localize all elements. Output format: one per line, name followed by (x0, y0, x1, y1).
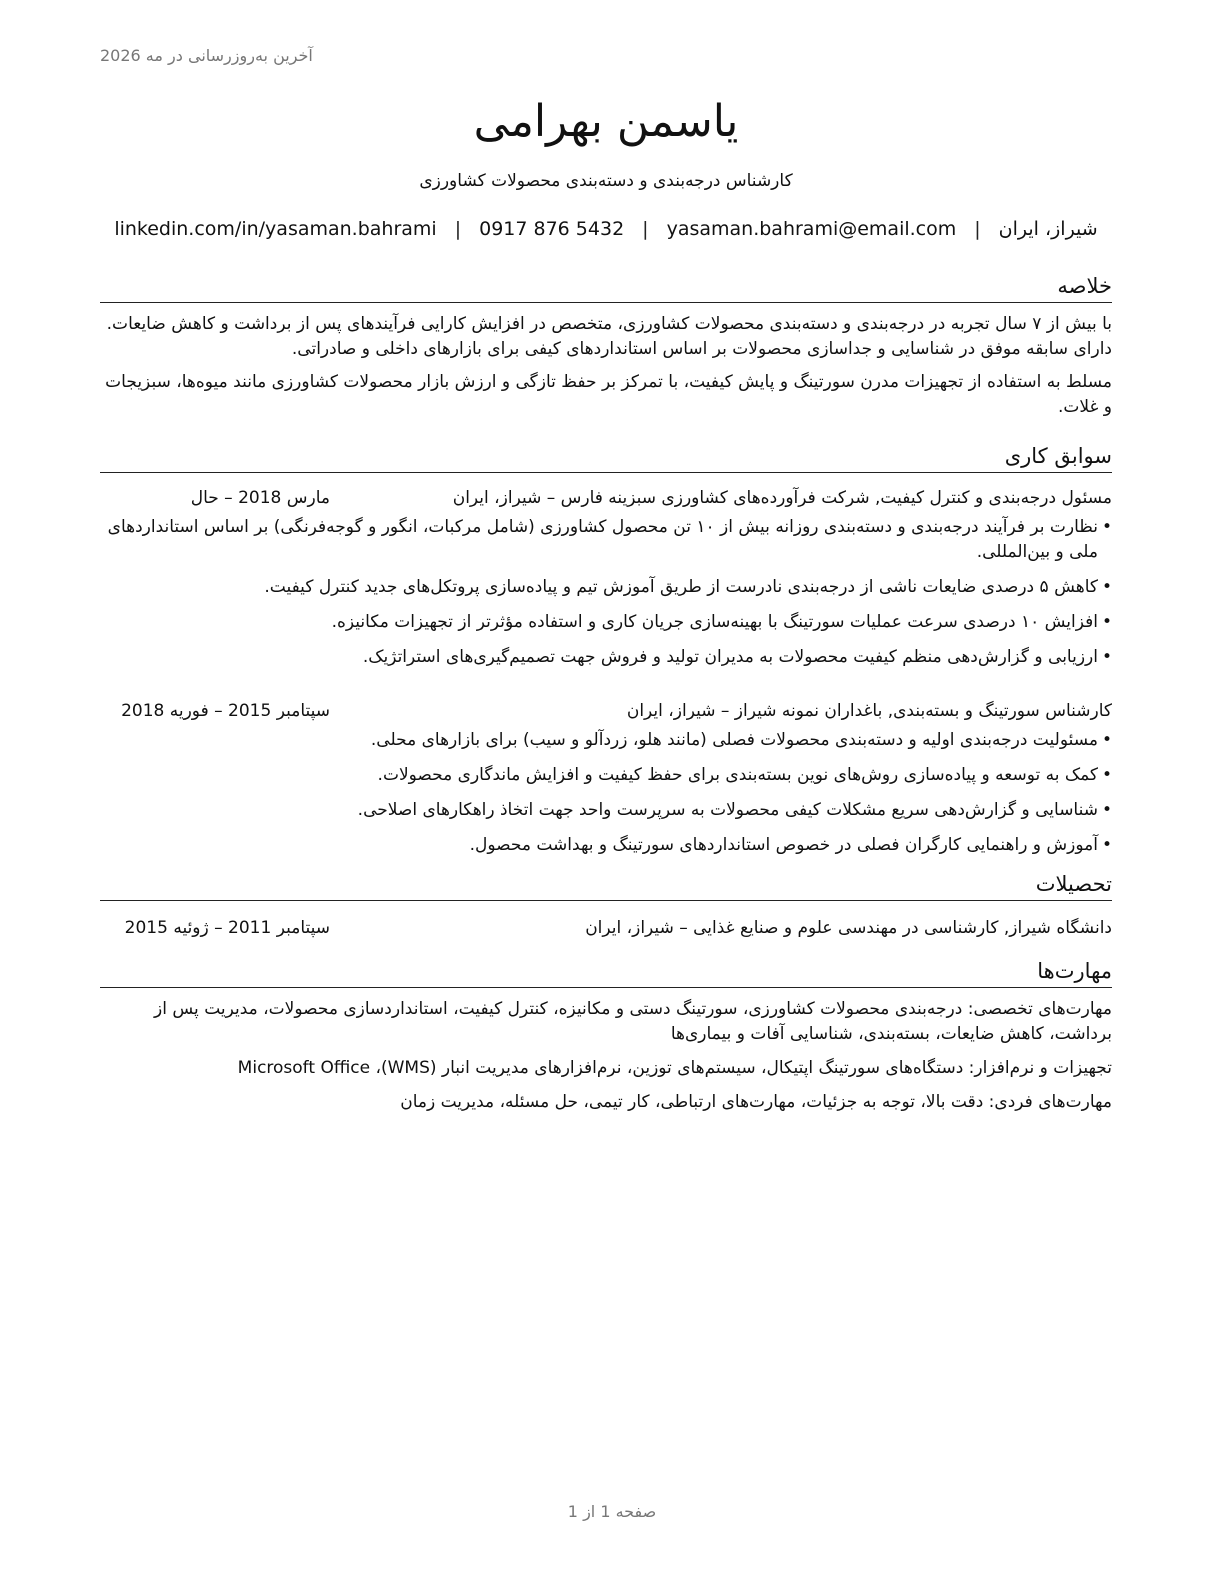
job-entry (100, 698, 1112, 858)
job-header (100, 485, 1112, 511)
list-item: • کمک به توسعه و پیاده‌سازی روش‌های نوین بسته‌بندی برای حفظ کیفیت و افزایش ماندگاری محصولات. (100, 763, 1112, 788)
list-item: • کاهش ۵ درصدی ضایعات ناشی از درجه‌بندی نادرست از طریق آموزش تیم و پیاده‌سازی پروتکل‌های جدید کنترل کیفیت. (100, 575, 1112, 600)
last-updated-note: آخرین به‌روزرسانی در مه 2026 (100, 46, 313, 65)
job-dates: مارس 2018 – حال (190, 488, 330, 508)
page-indicator: صفحه 1 از 1 (567, 1502, 657, 1521)
list-item: • شناسایی و گزارش‌دهی سریع مشکلات کیفی محصولات به سرپرست واحد جهت اتخاذ راهکارهای اصلاحی. (100, 798, 1112, 823)
summary-paragraph: با بیش از ۷ سال تجربه در درجه‌بندی و دسته‌بندی محصولات کشاورزی، متخصص در افزایش کارایی فرآیندهای پس از برداشت و کاهش ضایعات. دارای سابقه موفق در شناسایی و جداسازی محصولات بر اساس استانداردهای کیفی برای بازارهای داخلی و صادراتی. (106, 314, 1112, 359)
contact-email[interactable]: yasaman.bahrami@email.com (666, 218, 957, 240)
section-heading-experience: سوابق کاری (100, 442, 1112, 473)
list-item: • ارزیابی و گزارش‌دهی منظم کیفیت محصولات به مدیران تولید و فروش جهت تصمیم‌گیری‌های استراتژیک. (100, 645, 1112, 670)
job-header (100, 698, 1112, 724)
skills-line: مهارت‌های تخصصی: درجه‌بندی محصولات کشاورزی، سورتینگ دستی و مکانیزه، کنترل کیفیت، استانداردسازی محصولات، مدیریت پس از برداشت، کاهش ضایعات، بسته‌بندی، شناسایی آفات و بیماری‌ها (154, 999, 1112, 1044)
section-heading-education: تحصیلات (100, 870, 1112, 901)
contact-separator: | (642, 218, 649, 240)
skills-line: تجهیزات و نرم‌افزار: دستگاه‌های سورتینگ اپتیکال، سیستم‌های توزین، نرم‌افزارهای مدیریت انبار (WMS)، Microsoft Office (237, 1058, 1112, 1078)
contact-location: شیراز، ایران (998, 218, 1098, 240)
skills-line: مهارت‌های فردی: دقت بالا، توجه به جزئیات، مهارت‌های ارتباطی، کار تیمی، حل مسئله، مدیریت زمان (400, 1092, 1112, 1112)
list-item: • مسئولیت درجه‌بندی اولیه و دسته‌بندی محصولات فصلی (مانند هلو، زردآلو و سیب) برای بازارهای محلی. (100, 728, 1112, 753)
contact-line (100, 216, 1112, 242)
contact-separator: | (454, 218, 462, 240)
section-heading-skills: مهارت‌ها (100, 957, 1112, 988)
list-item: • آموزش و راهنمایی کارگران فصلی در خصوص استانداردهای سورتینگ و بهداشت محصول. (100, 833, 1112, 858)
job-bullets (100, 728, 1112, 858)
education-entry (100, 915, 1112, 941)
job-bullets (100, 515, 1112, 670)
summary-paragraph: مسلط به استفاده از تجهیزات مدرن سورتینگ و پایش کیفیت، با تمرکز بر حفظ تازگی و ارزش بازار محصولات کشاورزی مانند میوه‌ها، سبزیجات و غلات. (105, 372, 1112, 417)
contact-separator: | (974, 218, 981, 240)
contact-phone[interactable]: 0917 876 5432 (479, 218, 625, 240)
resume-page (100, 90, 1112, 1115)
education-dates: سپتامبر 2011 – ژوئیه 2015 (124, 918, 330, 938)
job-dates: سپتامبر 2015 – فوریه 2018 (121, 701, 330, 721)
candidate-name: یاسمن بهرامی (473, 96, 739, 147)
education-text: دانشگاه شیراز, کارشناسی در مهندسی علوم و صنایع غذایی – شیراز، ایران (585, 918, 1112, 938)
candidate-title: کارشناس درجه‌بندی و دسته‌بندی محصولات کشاورزی (419, 171, 793, 191)
section-heading-summary: خلاصه (100, 272, 1112, 303)
job-title-company: مسئول درجه‌بندی و کنترل کیفیت, شرکت فرآورده‌های کشاورزی سبزینه فارس – شیراز، ایران (452, 488, 1112, 508)
job-entry (100, 485, 1112, 670)
job-title-company: کارشناس سورتینگ و بسته‌بندی, باغداران نمونه شیراز – شیراز، ایران (626, 701, 1112, 721)
contact-linkedin[interactable]: linkedin.com/in/yasaman.bahrami (114, 218, 437, 240)
list-item: • نظارت بر فرآیند درجه‌بندی و دسته‌بندی روزانه بیش از ۱۰ تن محصول کشاورزی (شامل مرکبات، انگور و گوجه‌فرنگی) بر اساس استانداردهای ملی و بین‌المللی. (100, 515, 1112, 565)
list-item: • افزایش ۱۰ درصدی سرعت عملیات سورتینگ با بهینه‌سازی جریان کاری و استفاده مؤثرتر از تجهیزات مکانیزه. (100, 610, 1112, 635)
